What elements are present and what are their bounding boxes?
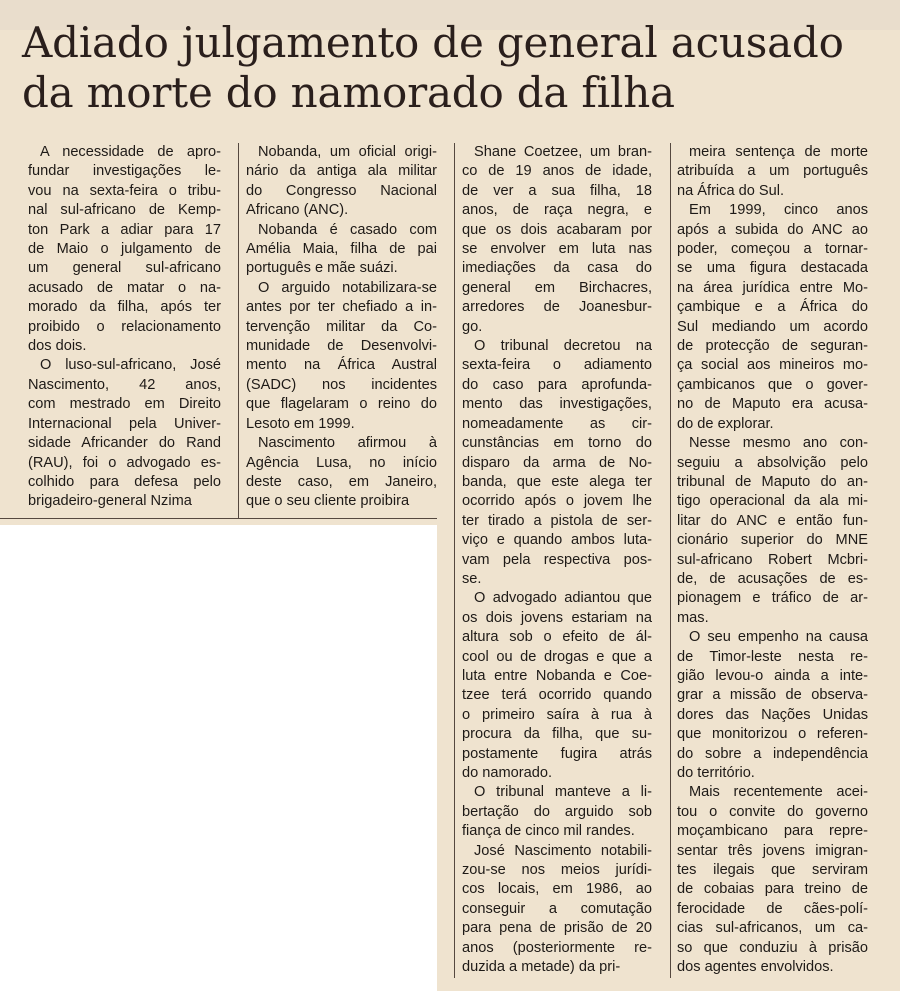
text-line: tribunal de Maputo do an-: [677, 473, 868, 490]
text-line: munidade de Desenvolvi-: [246, 338, 437, 355]
text-line: zou-se nos meios jurídi-: [462, 862, 652, 879]
text-line: dos dois.: [28, 338, 87, 355]
text-line: banda, que este alega ter: [462, 473, 652, 490]
text-line: do território.: [677, 765, 755, 781]
text-line: go.: [462, 318, 483, 335]
article-paragraph: [462, 589, 652, 783]
article-paragraph: [246, 279, 437, 434]
column-rule-1: [238, 143, 239, 518]
horizontal-rule: [0, 518, 437, 519]
text-line: duzida a metade) da pri-: [462, 959, 621, 976]
text-line: de protecção de seguran-: [677, 338, 868, 355]
text-line: os dois jovens estariam na: [462, 609, 652, 626]
article-paragraph: [246, 143, 437, 221]
text-line: altura sob o efeito de ál-: [462, 629, 652, 646]
article-column-1: [28, 143, 221, 512]
article-paragraph: [462, 337, 652, 589]
text-line: cias sul-africanos, um ca-: [677, 920, 868, 937]
text-line: nomeadamente as cir-: [462, 415, 652, 432]
article-column-2: [246, 143, 437, 512]
text-line: cos locais, em 1986, ao: [462, 881, 652, 898]
text-line: sexta-feira o adiamento: [462, 357, 652, 374]
text-line: português e mãe suázi.: [246, 260, 398, 277]
text-line: antes por ter chefiado a in-: [246, 299, 437, 316]
text-line: na África do Sul.: [677, 182, 785, 199]
text-line: ocorrido após o jovem lhe: [462, 493, 652, 510]
headline: [22, 18, 882, 118]
text-line: bertação do arguido sob: [462, 803, 652, 820]
article-paragraph: [246, 434, 437, 512]
text-line: fundar investigações le-: [28, 163, 221, 180]
text-line: Nesse mesmo ano con-: [689, 435, 868, 452]
text-line: sidade Africander do Rand: [28, 435, 221, 452]
text-line: com mestrado em Direito: [28, 396, 221, 413]
text-line: seguiu a absolvição pelo: [677, 454, 868, 471]
text-line: Agência Lusa, no início: [246, 454, 437, 471]
text-line: para pena de prisão de 20: [462, 920, 652, 937]
text-line: brigadeiro-general Nzima: [28, 493, 192, 510]
article-paragraph: [677, 628, 868, 783]
text-line: de ver a sua filha, 18: [462, 182, 652, 199]
text-line: nário da antiga ala militar: [246, 163, 437, 180]
text-line: Nobanda, um oficial origi-: [258, 144, 437, 160]
text-line: disparo da arma de No-: [462, 454, 652, 471]
text-line: atribuída a um português: [677, 163, 868, 180]
text-line: um general sul-africano: [28, 260, 221, 277]
text-line: do caso para aprofunda-: [462, 376, 652, 393]
text-line: dores das Nações Unidas: [677, 706, 868, 723]
column-rule-2: [454, 143, 455, 978]
article-paragraph: [677, 434, 868, 628]
text-line: tou o convite do governo: [677, 803, 868, 820]
text-line: O advogado adiantou que: [474, 590, 652, 607]
text-line: mas.: [677, 609, 709, 626]
text-line: vou na sexta-feira o tribu-: [28, 182, 221, 199]
text-line: após a subida do ANC ao: [677, 221, 868, 238]
text-line: meira sentença de morte: [689, 144, 868, 160]
text-line: fiança de cinco mil randes.: [462, 823, 635, 840]
text-line: cool ou de drogas e que a: [462, 648, 652, 665]
text-line: (RAU), foi o advogado es-: [28, 454, 221, 471]
article-column-4: [677, 143, 868, 977]
text-line: colhido para defesa pelo: [28, 473, 221, 490]
text-line: no de Maputo era acusa-: [677, 396, 868, 413]
headline-line-2: da morte do namorado da filha: [22, 68, 675, 117]
text-line: mento na África Austral: [246, 357, 437, 374]
text-line: çambique e a África do: [677, 299, 868, 316]
text-line: se.: [462, 570, 482, 587]
text-line: do namorado.: [462, 765, 553, 781]
text-line: Mais recentemente acei-: [689, 784, 868, 801]
text-line: çambicanos que o gover-: [677, 376, 868, 393]
text-line: ter tirado a pistola de ser-: [462, 512, 652, 529]
text-line: poder, começou a tornar-: [677, 241, 868, 258]
text-line: que monitorizou o referen-: [677, 726, 868, 743]
text-line: de, de acusações de es-: [677, 570, 868, 587]
text-line: do Congresso Nacional: [246, 182, 437, 199]
article-paragraph: [246, 221, 437, 279]
text-line: vam pela respectiva pos-: [462, 551, 652, 568]
text-line: (SADC) nos incidentes: [246, 376, 437, 393]
text-line: cionário superior do MNE: [677, 532, 868, 549]
text-line: O tribunal manteve a li-: [474, 784, 652, 801]
text-line: litar do ANC e então fun-: [677, 512, 868, 529]
text-line: Africano (ANC).: [246, 202, 349, 219]
text-line: co de 19 anos de idade,: [462, 163, 652, 180]
text-line: O tribunal decretou na: [474, 338, 652, 355]
text-line: tzee terá ocorrido quando: [462, 687, 652, 704]
text-line: sul-africano Robert Mcbri-: [677, 551, 868, 568]
text-line: tes ilegais que serviram: [677, 862, 868, 879]
text-line: postamente fugira atrás: [462, 745, 652, 762]
text-line: tigo operacional da ala mi-: [677, 493, 868, 510]
text-line: tervenção militar da Co-: [246, 318, 437, 335]
text-line: gião levou-o ainda a inte-: [677, 667, 868, 684]
headline-line-1: Adiado julgamento de general acusado: [22, 18, 844, 67]
text-line: anos, de raça negra, e: [462, 202, 652, 219]
text-line: que flagelaram o reino do: [246, 396, 437, 413]
text-line: ça social aos mineiros mo-: [677, 357, 868, 374]
article-paragraph: [462, 143, 652, 337]
text-line: viço e quando ambos luta-: [462, 532, 652, 549]
text-line: grar a missão de observa-: [677, 687, 868, 704]
text-line: O seu empenho na causa: [689, 629, 868, 646]
article-paragraph: [28, 356, 221, 511]
text-line: do sobre a independência: [677, 745, 868, 762]
text-line: que os dois acabaram por: [462, 221, 652, 238]
text-line: de cobaias para treino de: [677, 881, 868, 898]
text-line: de Maio o julgamento de: [28, 241, 221, 258]
text-line: acusado de matar o na-: [28, 279, 221, 296]
article-paragraph: [677, 143, 868, 201]
text-line: moçambicano para repre-: [677, 823, 868, 840]
text-line: Shane Coetzee, um bran-: [474, 144, 652, 160]
text-line: proibido o relacionamento: [28, 318, 221, 335]
text-line: Nascimento, 42 anos,: [28, 376, 221, 393]
article-paragraph: [462, 783, 652, 841]
text-line: luta entre Nobanda e Coe-: [462, 667, 652, 684]
text-line: nal sul-africano de Kemp-: [28, 202, 221, 219]
text-line: conseguir a comutação: [462, 900, 652, 917]
article-paragraph: [462, 842, 652, 978]
text-line: dos agentes envolvidos.: [677, 959, 834, 976]
text-line: A necessidade de apro-: [40, 144, 221, 160]
text-line: ton Park a adiar para 17: [28, 221, 221, 238]
text-line: o primeiro saíra à rua à: [462, 706, 652, 723]
article-column-3: [462, 143, 652, 977]
text-line: Em 1999, cinco anos: [689, 202, 868, 219]
text-line: anos (posteriormente re-: [462, 939, 652, 956]
text-line: procura da filha, que su-: [462, 726, 652, 743]
text-line: se uma figura destacada: [677, 260, 868, 277]
text-line: sentar três jovens imigran-: [677, 842, 868, 859]
text-line: na área jurídica entre Mo-: [677, 279, 868, 296]
article-paragraph: [677, 201, 868, 434]
text-line: arredores de Joanesbur-: [462, 299, 652, 316]
text-line: deste caso, em Janeiro,: [246, 473, 437, 490]
text-line: mento das investigações,: [462, 396, 652, 413]
text-line: cunstâncias em torno do: [462, 435, 652, 452]
text-line: que o seu cliente proibira: [246, 493, 410, 510]
text-line: morado da filha, após ter: [28, 299, 221, 316]
text-line: so que conduziu à prisão: [677, 939, 868, 956]
text-line: do de explorar.: [677, 415, 774, 432]
text-line: Lesoto em 1999.: [246, 415, 355, 432]
text-line: José Nascimento notabili-: [474, 842, 652, 859]
text-line: de Timor-leste nesta re-: [677, 648, 868, 665]
text-line: ferocidade de cães-polí-: [677, 900, 868, 917]
text-line: general em Birchacres,: [462, 279, 652, 296]
text-line: imediações da casa do: [462, 260, 652, 277]
column-rule-3: [670, 143, 671, 978]
text-line: O luso-sul-africano, José: [40, 357, 221, 374]
text-line: pionagem e tráfico de ar-: [677, 590, 868, 607]
text-line: Nobanda é casado com: [258, 221, 437, 238]
text-line: O arguido notabilizara-se: [258, 279, 437, 296]
text-line: Sul mediando um acordo: [677, 318, 868, 335]
article-paragraph: [28, 143, 221, 356]
text-line: Nascimento afirmou à: [258, 435, 437, 452]
article-paragraph: [677, 783, 868, 977]
text-line: Internacional pela Univer-: [28, 415, 221, 432]
text-line: Amélia Maia, filha de pai: [246, 241, 437, 258]
text-line: se envolver em luta nas: [462, 241, 652, 258]
